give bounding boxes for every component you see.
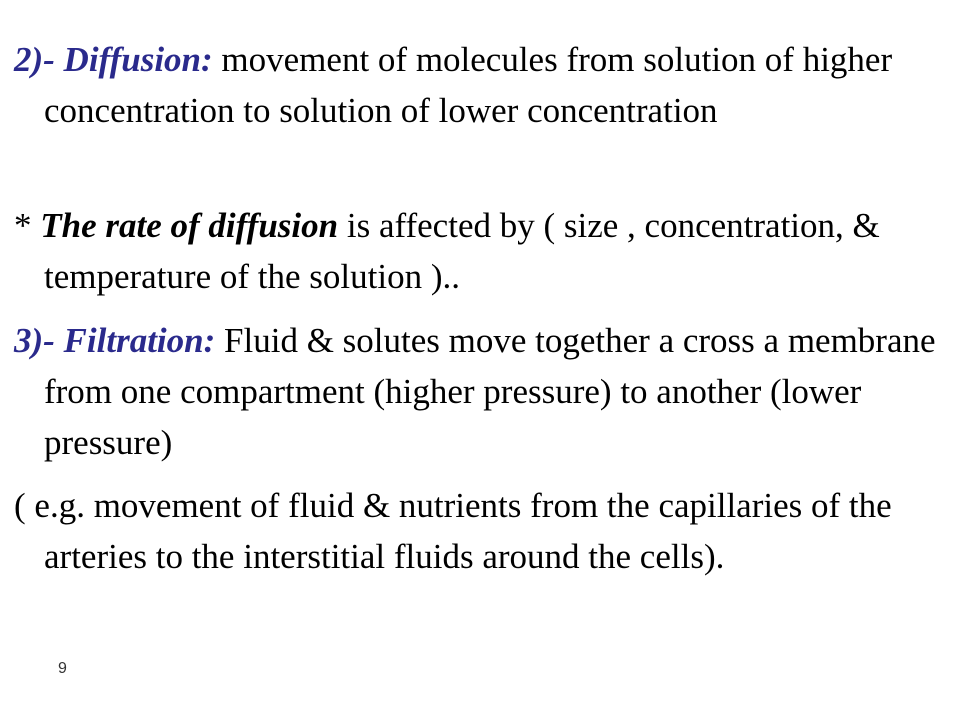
rate-of-diffusion-text: is affected by ( size , concentration, & temperature of the solution ).. bbox=[44, 206, 880, 296]
filtration-definition: Fluid & solutes move together a cross a membrane from one compartment (higher pressure) to another (lower pressure) bbox=[44, 321, 936, 462]
diffusion-paragraph bbox=[14, 34, 960, 136]
bullet-asterisk: * bbox=[14, 206, 41, 245]
filtration-paragraph bbox=[14, 315, 960, 468]
diffusion-rate-paragraph bbox=[14, 200, 960, 302]
diffusion-term: 2)- Diffusion: bbox=[14, 40, 213, 79]
diffusion-definition: movement of molecules from solution of higher concentration to solution of lower concentration bbox=[44, 40, 893, 130]
filtration-term: 3)- Filtration: bbox=[14, 321, 216, 360]
filtration-example-paragraph bbox=[14, 480, 960, 582]
page-number: 9 bbox=[58, 660, 67, 677]
rate-of-diffusion-term: The rate of diffusion bbox=[40, 206, 339, 245]
filtration-example-text: ( e.g. movement of fluid & nutrients from the capillaries of the arteries to the interstitial fluids around the cells). bbox=[14, 486, 892, 576]
